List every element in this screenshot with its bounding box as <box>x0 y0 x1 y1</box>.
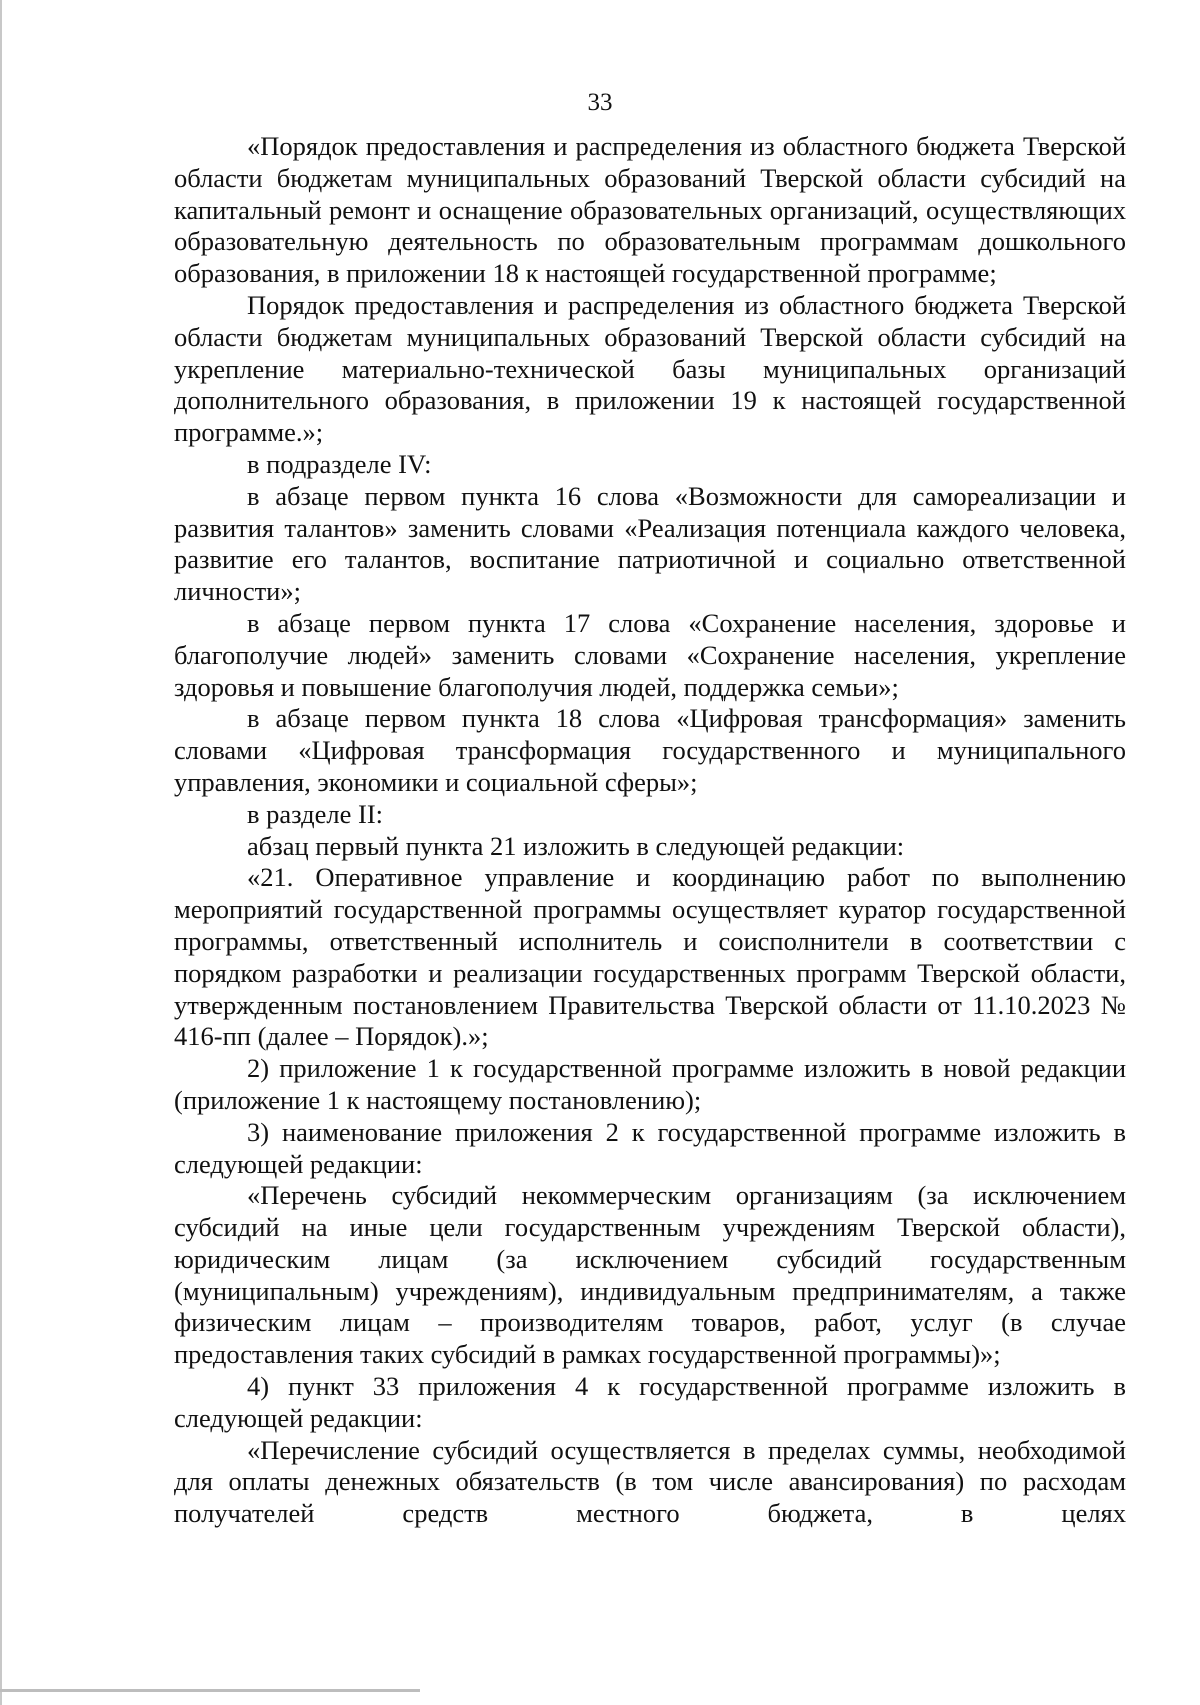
scan-edge-line <box>0 0 2 1705</box>
document-body <box>174 131 1126 1530</box>
paragraph-item-3: 3) наименование приложения 2 к государственной программе изложить в следующей редакции: <box>174 1116 1126 1179</box>
paragraph-subsidies-list: «Перечень субсидий некоммерческим организациям (за исключением субсидий на иные цели государственным учреждениям Тверской области), юридическим лицам (за исключением субсидий государственным (муниципальным) учреждениям), индивидуальным предпринимателям, а также физическим лицам – производителям товаров, работ, услуг (в случае предоставления таких субсидий в рамках государственной программы)»; <box>174 1180 1126 1370</box>
paragraph-transfer-subsidies: «Перечисление субсидий осуществляется в пределах суммы, необходимой для оплаты денежных обязательств (в том числе авансирования) по расходам получателей средств местного бюджета, в целях <box>174 1434 1126 1529</box>
paragraph-section-ii: в разделе II: <box>247 798 384 829</box>
paragraph-point-21-intro: абзац первый пункта 21 изложить в следующей редакции: <box>247 830 905 861</box>
paragraph-order-18: «Порядок предоставления и распределения из областного бюджета Тверской области бюджетам муниципальных образований Тверской области субсидий на капитальный ремонт и оснащение образовательных организаций, осуществляющих образовательную деятельность по образовательным программам дошкольного образования, в приложении 18 к настоящей государственной программе; <box>174 131 1126 289</box>
paragraph-item-2: 2) приложение 1 к государственной программе изложить в новой редакции (приложение 1 к настоящему постановлению); <box>174 1053 1126 1115</box>
paragraph-order-19: Порядок предоставления и распределения из областного бюджета Тверской области бюджетам муниципальных образований Тверской области субсидий на укрепление материально-технической базы муниципальных организаций дополнительного образования, в приложении 19 к настоящей государственной программе.»; <box>174 289 1126 448</box>
paragraph-subsection-iv: в подразделе IV: <box>247 448 432 479</box>
paragraph-point-17: в абзаце первом пункта 17 слова «Сохранение населения, здоровье и благополучие людей» заменить словами «Сохранение населения, укрепление здоровья и повышение благополучия людей, поддержка семьи»; <box>174 607 1126 702</box>
paragraph-item-4: 4) пункт 33 приложения 4 к государственной программе изложить в следующей редакции: <box>174 1371 1126 1433</box>
page-number: 33 <box>587 89 613 116</box>
scan-bottom-line <box>0 1689 420 1692</box>
paragraph-point-18: в абзаце первом пункта 18 слова «Цифровая трансформация» заменить словами «Цифровая трансформация государственного и муниципального управления, экономики и социальной сферы»; <box>174 703 1126 797</box>
paragraph-point-16: в абзаце первом пункта 16 слова «Возможности для самореализации и развития талантов» заменить словами «Реализация потенциала каждого человека, развитие его талантов, воспитание патриотичной и социально ответственной личности»; <box>174 480 1126 607</box>
paragraph-point-21-text: «21. Оперативное управление и координацию работ по выполнению мероприятий государственной программы осуществляет куратор государственной программы, ответственный исполнитель и соисполнители в соответствии с порядком разработки и реализации государственных программ Тверской области, утвержденным постановлением Правительства Тверской области от 11.10.2023 № 416-пп (далее – Порядок).»; <box>174 862 1126 1052</box>
